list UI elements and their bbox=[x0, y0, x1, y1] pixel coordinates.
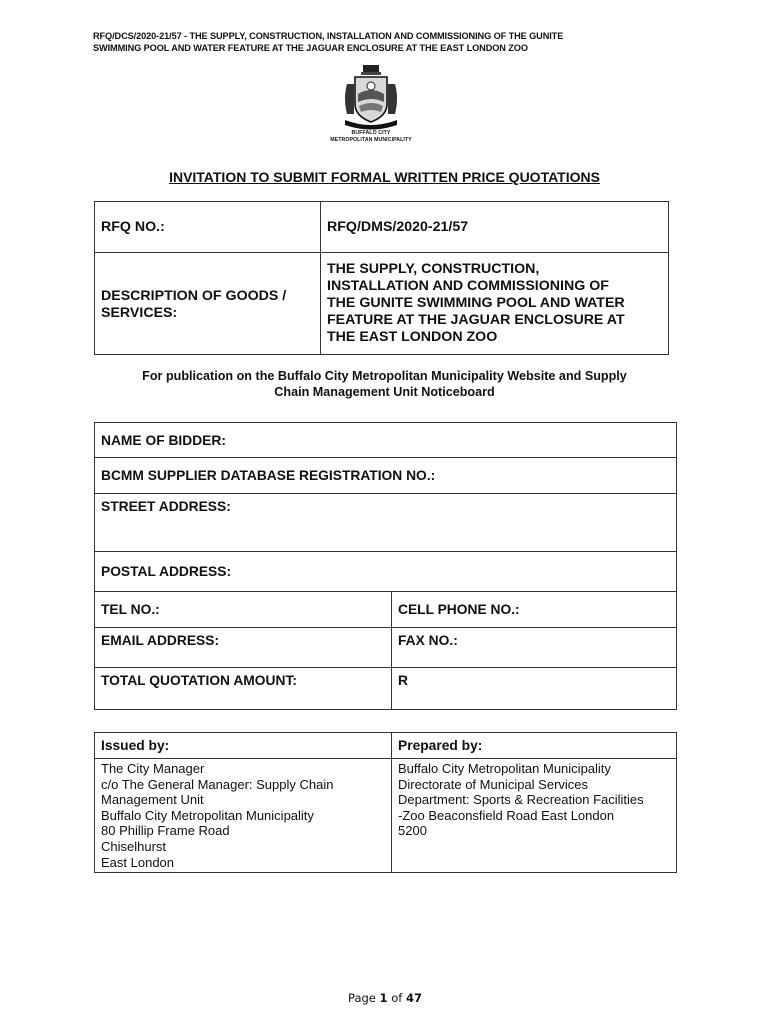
page-number: 1 bbox=[379, 991, 388, 1005]
bidder-name-row bbox=[95, 423, 677, 458]
rfq-description-value bbox=[321, 253, 669, 355]
page-word: Page bbox=[348, 991, 376, 1005]
rfq-description-label-line: SERVICES: bbox=[101, 304, 178, 321]
issued-line: Chiselhurst bbox=[101, 838, 167, 854]
registration-label: BCMM SUPPLIER DATABASE REGISTRATION NO.: bbox=[95, 458, 677, 494]
email-label: EMAIL ADDRESS: bbox=[95, 628, 392, 668]
street-address-row bbox=[95, 494, 677, 552]
issued-by-label: Issued by: bbox=[95, 733, 392, 759]
rfq-description-line: THE EAST LONDON ZOO bbox=[327, 329, 498, 345]
logo-line-2: METROPOLITAN MUNICIPALITY bbox=[330, 136, 412, 143]
page-footer bbox=[0, 991, 770, 1005]
issued-prepared-header-row bbox=[95, 733, 677, 759]
prepared-line: Department: Sports & Recreation Facilities bbox=[398, 792, 644, 808]
rfq-description-line: THE GUNITE SWIMMING POOL AND WATER bbox=[327, 295, 625, 311]
cell-label: CELL PHONE NO.: bbox=[392, 592, 677, 628]
street-address-label: STREET ADDRESS: bbox=[95, 494, 677, 552]
phone-row bbox=[95, 592, 677, 628]
issued-line: Management Unit bbox=[101, 792, 204, 808]
issued-prepared-table bbox=[94, 732, 677, 873]
rfq-number-label: RFQ NO.: bbox=[95, 202, 321, 253]
rfq-description-line: INSTALLATION AND COMMISSIONING OF bbox=[327, 278, 609, 294]
rfq-description-label bbox=[95, 253, 321, 355]
rfq-number-value: RFQ/DMS/2020-21/57 bbox=[321, 202, 669, 253]
prepared-line: 5200 bbox=[398, 823, 427, 839]
rfq-number-row bbox=[95, 202, 669, 253]
tel-label: TEL NO.: bbox=[95, 592, 392, 628]
of-word: of bbox=[391, 991, 403, 1005]
page-title: INVITATION TO SUBMIT FORMAL WRITTEN PRICE QUOTATIONS bbox=[169, 169, 600, 185]
email-fax-row bbox=[95, 628, 677, 668]
total-row bbox=[95, 668, 677, 710]
document-header bbox=[93, 30, 693, 54]
bidder-name-label: NAME OF BIDDER: bbox=[95, 423, 677, 458]
prepared-line: -Zoo Beaconsfield Road East London bbox=[398, 807, 615, 823]
logo-line-1: BUFFALO CITY bbox=[351, 130, 391, 136]
issued-line: The City Manager bbox=[101, 761, 205, 776]
municipality-logo bbox=[326, 64, 416, 143]
prepared-by-label: Prepared by: bbox=[392, 733, 677, 759]
municipal-crest-icon bbox=[341, 64, 401, 130]
prepared-line: Buffalo City Metropolitan Municipality bbox=[398, 761, 611, 776]
page-total: 47 bbox=[405, 991, 422, 1005]
header-line-2: SWIMMING POOL AND WATER FEATURE AT THE JAGUAR ENCLOSURE AT THE EAST LONDON ZOO bbox=[93, 43, 528, 53]
issued-line: c/o The General Manager: Supply Chain bbox=[101, 776, 334, 792]
prepared-by-details bbox=[392, 759, 677, 873]
issued-by-details bbox=[95, 759, 392, 873]
rfq-description-line: FEATURE AT THE JAGUAR ENCLOSURE AT bbox=[327, 312, 625, 328]
rfq-table bbox=[94, 201, 669, 355]
issued-line: Buffalo City Metropolitan Municipality bbox=[101, 807, 314, 823]
issued-line: East London bbox=[101, 854, 175, 870]
rfq-description-line: THE SUPPLY, CONSTRUCTION, bbox=[327, 261, 540, 277]
total-label: TOTAL QUOTATION AMOUNT: bbox=[95, 668, 392, 710]
fax-label: FAX NO.: bbox=[392, 628, 677, 668]
publication-note bbox=[93, 369, 676, 400]
header-line-1: RFQ/DCS/2020-21/57 - THE SUPPLY, CONSTRUCTION, INSTALLATION AND COMMISSIONING OF THE GUNITE bbox=[93, 31, 564, 41]
rfq-description-label-line: DESCRIPTION OF GOODS / bbox=[101, 287, 287, 304]
prepared-line: Directorate of Municipal Services bbox=[398, 776, 589, 792]
postal-address-row bbox=[95, 552, 677, 592]
bidder-details-table bbox=[94, 422, 677, 710]
issued-prepared-body-row bbox=[95, 759, 677, 873]
publication-line-1: For publication on the Buffalo City Metropolitan Municipality Website and Supply bbox=[142, 369, 627, 383]
publication-line-2: Chain Management Unit Noticeboard bbox=[274, 384, 495, 399]
issued-line: 80 Phillip Frame Road bbox=[101, 823, 230, 839]
rfq-description-row bbox=[95, 253, 669, 355]
postal-address-label: POSTAL ADDRESS: bbox=[95, 552, 677, 592]
total-currency: R bbox=[392, 668, 677, 710]
registration-row bbox=[95, 458, 677, 494]
